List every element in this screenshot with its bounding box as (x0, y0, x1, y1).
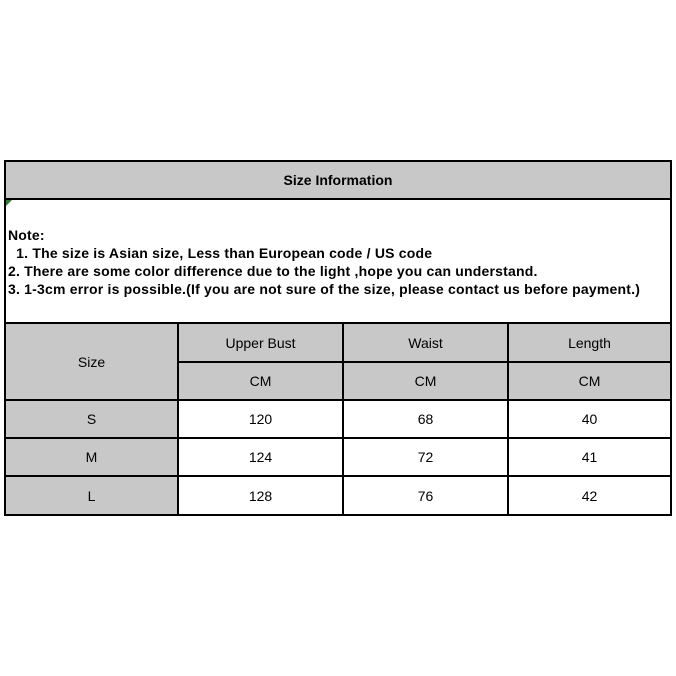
size-chart-sheet (4, 160, 672, 516)
cell-upper-bust: 120 (178, 400, 343, 438)
note-line-2: 2. There are some color difference due to the light ,hope you can understand. (8, 263, 538, 279)
column-header-upper-bust: Upper Bust (178, 324, 343, 362)
note-label: Note: (8, 227, 45, 243)
size-table (6, 324, 670, 514)
cell-length: 40 (508, 400, 670, 438)
note-line-3: 3. 1-3cm error is possible.(If you are not sure of the size, please contact us before payment.) (8, 281, 641, 297)
cell-upper-bust: 124 (178, 438, 343, 476)
table-header-row (6, 324, 670, 362)
table-row (6, 438, 670, 476)
table-row (6, 476, 670, 514)
cell-upper-bust: 128 (178, 476, 343, 514)
cell-waist: 76 (343, 476, 508, 514)
cell-length: 42 (508, 476, 670, 514)
row-size-label: M (6, 438, 178, 476)
unit-upper-bust: CM (178, 362, 343, 400)
unit-waist: CM (343, 362, 508, 400)
cell-length: 41 (508, 438, 670, 476)
cell-waist: 68 (343, 400, 508, 438)
unit-length: CM (508, 362, 670, 400)
note-block (6, 200, 670, 324)
cell-marker-icon (6, 200, 12, 206)
size-column-header: Size (6, 324, 178, 400)
note-line-1: 1. The size is Asian size, Less than European code / US code (8, 245, 433, 261)
table-row (6, 400, 670, 438)
column-header-length: Length (508, 324, 670, 362)
cell-waist: 72 (343, 438, 508, 476)
column-header-waist: Waist (343, 324, 508, 362)
page-title: Size Information (6, 162, 670, 200)
row-size-label: L (6, 476, 178, 514)
row-size-label: S (6, 400, 178, 438)
